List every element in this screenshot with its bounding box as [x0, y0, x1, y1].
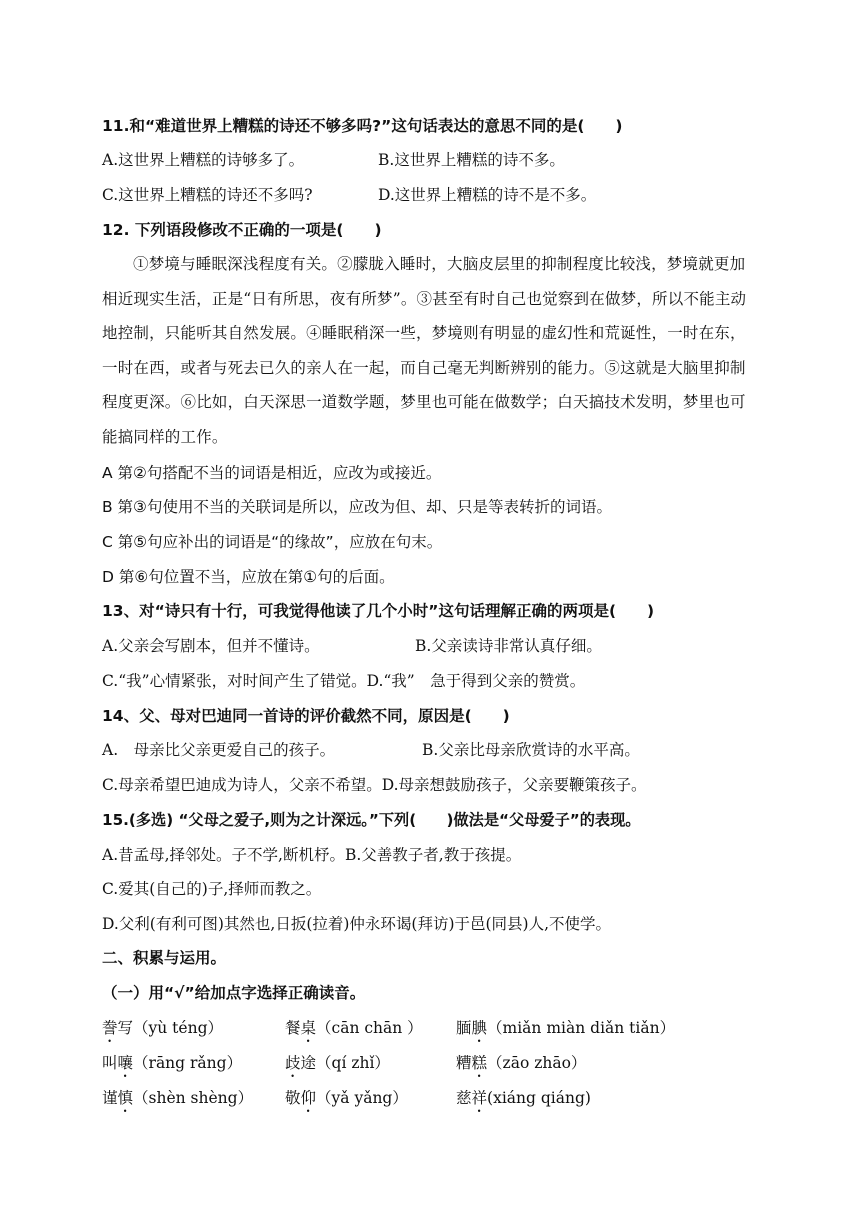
pinyin-options: 写（yù téng）: [117, 1019, 223, 1037]
plain-char: 腼: [456, 1019, 472, 1037]
pinyin-item: [102, 1052, 242, 1081]
section-title: 二、积累与运用。: [102, 949, 227, 967]
q14-option-a: A. 母亲比父亲更爱自己的孩子。: [102, 741, 336, 759]
q11-option-c: C.这世界上糟糕的诗还不多吗?: [102, 186, 313, 204]
pinyin-item: [285, 1087, 408, 1116]
dotted-char: 桌: [300, 1019, 317, 1037]
q15-option-ab: A.昔孟母,择邻处。子不学,断机杼。B.父善教子者,教于孩提。: [102, 846, 522, 864]
plain-char: 谨: [102, 1089, 118, 1107]
q14-option-b: B.父亲比母亲欣赏诗的水平高。: [422, 741, 640, 759]
dotted-char: 仰: [300, 1089, 317, 1107]
pinyin-options: （rāng rǎng）: [133, 1054, 243, 1072]
plain-char: 餐: [285, 1019, 301, 1037]
q12-option-b: B 第③句使用不当的关联词是所以，应改为但、却、只是等表转折的词语。: [102, 498, 612, 516]
pinyin-options: （zāo zhāo）: [487, 1054, 587, 1072]
pinyin-item: [285, 1017, 423, 1046]
q12-option-a: A 第②句搭配不当的词语是相近，应改为或接近。: [102, 464, 442, 482]
pinyin-options: （cān chān ）: [316, 1019, 423, 1037]
pinyin-options: （miǎn miàn diǎn tiǎn）: [487, 1019, 676, 1037]
pinyin-item: [456, 1087, 591, 1116]
q13-option-b: B.父亲读诗非常认真仔细。: [415, 637, 602, 655]
dotted-char: 糕: [471, 1054, 488, 1072]
q12-passage: ①梦境与睡眠深浅程度有关。②朦胧入睡时，大脑皮层里的抑制程度比较浅，梦境就更加相近现实生活，正是“日有所思，夜有所梦”。③甚至有时自己也觉察到在做梦，所以不能主动地控制，只能听其自然发展。④睡眠稍深一些，梦境则有明显的虚幻性和荒诞性，一时在东，一时在西，或者与死去已久的亲人在一起，而自己毫无判断辨别的能力。⑤这就是大脑里抑制程度更深。⑥比如，白天深思一道数学题，梦里也可能在做数学；白天搞技术发明，梦里也可能搞同样的工作。: [102, 255, 747, 446]
q13-option-a: A.父亲会写剧本，但并不懂诗。: [102, 637, 320, 655]
plain-char: 糟: [456, 1054, 472, 1072]
q13-option-cd: C.“我”心情紧张，对时间产生了错觉。D.“我” 急于得到父亲的赞赏。: [102, 672, 586, 690]
pinyin-options: (xiáng qiáng): [487, 1089, 591, 1107]
q12-option-d: D 第⑥句位置不当，应放在第①句的后面。: [102, 568, 395, 586]
pinyin-item: [456, 1017, 675, 1046]
pinyin-options: （yǎ yǎng）: [316, 1089, 408, 1107]
pinyin-item: [102, 1017, 223, 1046]
dotted-char: 嚷: [117, 1054, 134, 1072]
dotted-char: 祥: [471, 1089, 488, 1107]
dotted-char: 誊: [102, 1019, 118, 1037]
q12-option-c: C 第⑤句应补出的词语是“的缘故”，应放在句末。: [102, 533, 443, 551]
pinyin-options: 途（qí zhǐ）: [300, 1054, 390, 1072]
plain-char: 叫: [102, 1054, 118, 1072]
dotted-char: 腆: [471, 1019, 488, 1037]
q14-stem: 14、父、母对巴迪同一首诗的评价截然不同，原因是( ): [102, 707, 510, 725]
q11-stem: 11.和“难道世界上糟糕的诗还不够多吗?”这句话表达的意思不同的是( ): [102, 117, 623, 135]
plain-char: 慈: [456, 1089, 472, 1107]
section-subtitle: （一）用“√”给加点字选择正确读音。: [102, 984, 366, 1002]
pinyin-item: [102, 1087, 253, 1116]
q11-option-d: D.这世界上糟糕的诗不是不多。: [378, 186, 597, 204]
q11-option-b: B.这世界上糟糕的诗不多。: [378, 151, 565, 169]
q11-option-a: A.这世界上糟糕的诗够多了。: [102, 151, 305, 169]
pinyin-options: （shèn shèng）: [133, 1089, 254, 1107]
q12-stem: 12. 下列语段修改不正确的一项是( ): [102, 221, 382, 239]
q15-option-c: C.爱其(自己的)子,择师而教之。: [102, 880, 322, 898]
pinyin-item: [456, 1052, 586, 1081]
plain-char: 敬: [285, 1089, 301, 1107]
pinyin-item: [285, 1052, 390, 1081]
q14-option-cd: C.母亲希望巴迪成为诗人，父亲不希望。D.母亲想鼓励孩子，父亲要鞭策孩子。: [102, 776, 647, 794]
q13-stem: 13、对“诗只有十行，可我觉得他读了几个小时”这句话理解正确的两项是( ): [102, 602, 655, 620]
dotted-char: 歧: [285, 1054, 301, 1072]
dotted-char: 慎: [117, 1089, 134, 1107]
q15-stem: 15.(多选) “父母之爱子,则为之计深远。”下列( )做法是“父母爱子”的表现。: [102, 811, 641, 829]
q15-option-d: D.父利(有利可图)其然也,日扳(拉着)仲永环谒(拜访)于邑(同县)人,不使学。: [102, 915, 612, 933]
